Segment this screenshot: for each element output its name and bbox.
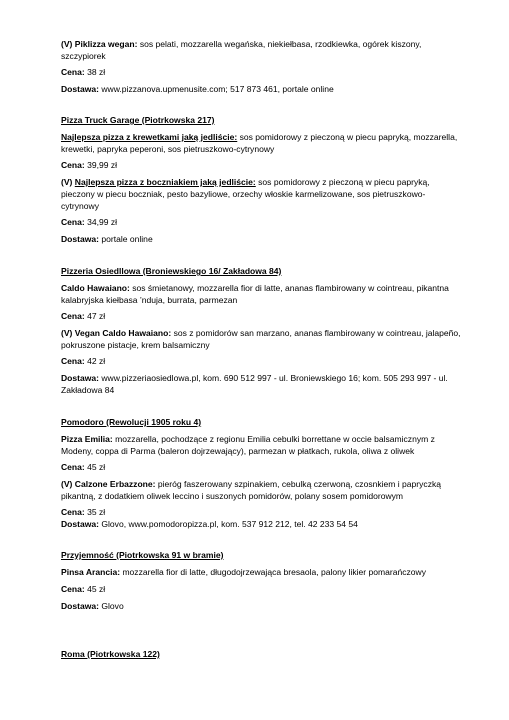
section-heading-pomodoro: Pomodoro (Rewolucji 1905 roku 4): [61, 417, 202, 427]
delivery-line: [61, 518, 461, 530]
item-name: Najlepsza pizza z krewetkami jaką jedliście:: [61, 132, 238, 142]
price-line: [61, 66, 105, 78]
section-heading-pizza-truck-garage: Pizza Truck Garage (Piotrkowska 217): [61, 115, 215, 125]
delivery-value: www.pizzanova.upmenusite.com; 517 873 461, portale online: [101, 84, 334, 94]
item-vegan-marker: (V): [61, 177, 75, 187]
price-value: 45 zł: [87, 584, 106, 594]
delivery-value: portale online: [101, 234, 153, 244]
menu-item-vegan-caldo-hawaiano: [61, 327, 461, 351]
price-label: Cena:: [61, 311, 85, 321]
item-name: Pinsa Arancia:: [61, 567, 121, 577]
menu-item-shrimp-pizza: [61, 131, 461, 155]
delivery-value: www.pizzeriaosiedlowa.pl, kom. 690 512 997 - ul. Broniewskiego 16; kom. 505 293 997 - ul. Zakładowa 84: [61, 373, 448, 395]
item-description: mozzarella fior di latte, długodojrzewająca bresaola, palony likier pomarańczowy: [122, 567, 427, 577]
section-heading-pizzeria-osiedlowa: Pizzeria Osiedllowa (Broniewskiego 16/ Zakładowa 84): [61, 266, 282, 276]
menu-item-pizza-emilia: [61, 433, 461, 457]
price-line: [61, 216, 117, 228]
delivery-label: Dostawa:: [61, 601, 99, 611]
item-name: (V) Vegan Caldo Hawaiano:: [61, 328, 172, 338]
delivery-label: Dostawa:: [61, 234, 99, 244]
delivery-label: Dostawa:: [61, 84, 99, 94]
menu-item-piklizza: [61, 38, 461, 62]
price-label: Cena:: [61, 217, 85, 227]
section-heading-przyjemnosc: Przyjemność (Piotrkowska 91 w bramie): [61, 550, 224, 560]
item-description: sos śmietanowy, mozzarella fior di latte, ananas flambirowany w cointreau, pikantna kalabryjska kiełbasa ’nduja, burrata, parmezan: [61, 283, 449, 305]
menu-item-pinsa-arancia: [61, 566, 461, 578]
delivery-line: [61, 372, 461, 396]
price-line: [61, 159, 117, 171]
item-description: pieróg faszerowany szpinakiem, cebulką czerwoną, czosnkiem i papryczką pikantną, z dodatkiem oliwek leccino i suszonych pomidorów, polany sosem pomidorowym: [61, 479, 441, 501]
price-value: 47 zł: [87, 311, 106, 321]
item-name: Pizza Emilia:: [61, 434, 113, 444]
price-label: Cena:: [61, 584, 85, 594]
delivery-label: Dostawa:: [61, 373, 99, 383]
item-description: sos pomidorowy z pieczoną w piecu papryką, mozzarella, krewetki, papryka peperoni, sos pietruszkowo-cytrynowy: [61, 132, 458, 154]
price-line: [61, 355, 105, 367]
price-value: 45 zł: [87, 462, 106, 472]
item-description: sos z pomidorów san marzano, ananas flambirowany w cointreau, jalapeño, pokruszone pistacje, krem balsamiczny: [61, 328, 461, 350]
section-heading-roma: Roma (Piotrkowska 122): [61, 649, 160, 659]
item-description: mozzarella, pochodzące z regionu Emilia cebulki borrettane w occie balsamicznym z Modeny, coppa di Parma (baleron dojrzewający), parmezan w płatkach, rukola, oliwa z oliwek: [61, 434, 435, 456]
price-label: Cena:: [61, 160, 85, 170]
item-name: (V) Calzone Erbazzone:: [61, 479, 156, 489]
price-value: 39,99 zł: [87, 160, 118, 170]
item-name: Caldo Hawaiano:: [61, 283, 130, 293]
delivery-line: [61, 600, 124, 612]
price-value: 34,99 zł: [87, 217, 118, 227]
price-line: [61, 461, 105, 473]
item-description: sos pelati, mozzarella wegańska, niekiełbasa, rzodkiewka, ogórek kiszony, szczypiorek: [61, 39, 422, 61]
menu-item-calzone-erbazzone: [61, 478, 461, 502]
price-line: [61, 310, 105, 322]
price-line: [61, 506, 105, 518]
item-name: (V) Piklizza wegan:: [61, 39, 138, 49]
price-label: Cena:: [61, 462, 85, 472]
delivery-value: Glovo: [101, 601, 124, 611]
price-value: 38 zł: [87, 67, 106, 77]
price-label: Cena:: [61, 67, 85, 77]
delivery-line: [61, 233, 153, 245]
delivery-value: Glovo, www.pomodoropizza.pl, kom. 537 912 212, tel. 42 233 54 54: [101, 519, 358, 529]
price-line: [61, 583, 105, 595]
price-label: Cena:: [61, 356, 85, 366]
price-label: Cena:: [61, 507, 85, 517]
delivery-line: [61, 83, 461, 95]
price-value: 35 zł: [87, 507, 106, 517]
item-name: Najlepsza pizza z boczniakiem jaką jedliście:: [74, 177, 256, 187]
item-description: sos pomidorowy z pieczoną w piecu papryką, pieczony w piecu boczniak, pesto bazyliowe, orzechy włoskie karmelizowane, sos pietruszkowo-cytrynowy: [61, 177, 430, 211]
delivery-label: Dostawa:: [61, 519, 99, 529]
price-value: 42 zł: [87, 356, 106, 366]
menu-item-caldo-hawaiano: [61, 282, 461, 306]
menu-item-oyster-mushroom-pizza: [61, 176, 461, 212]
